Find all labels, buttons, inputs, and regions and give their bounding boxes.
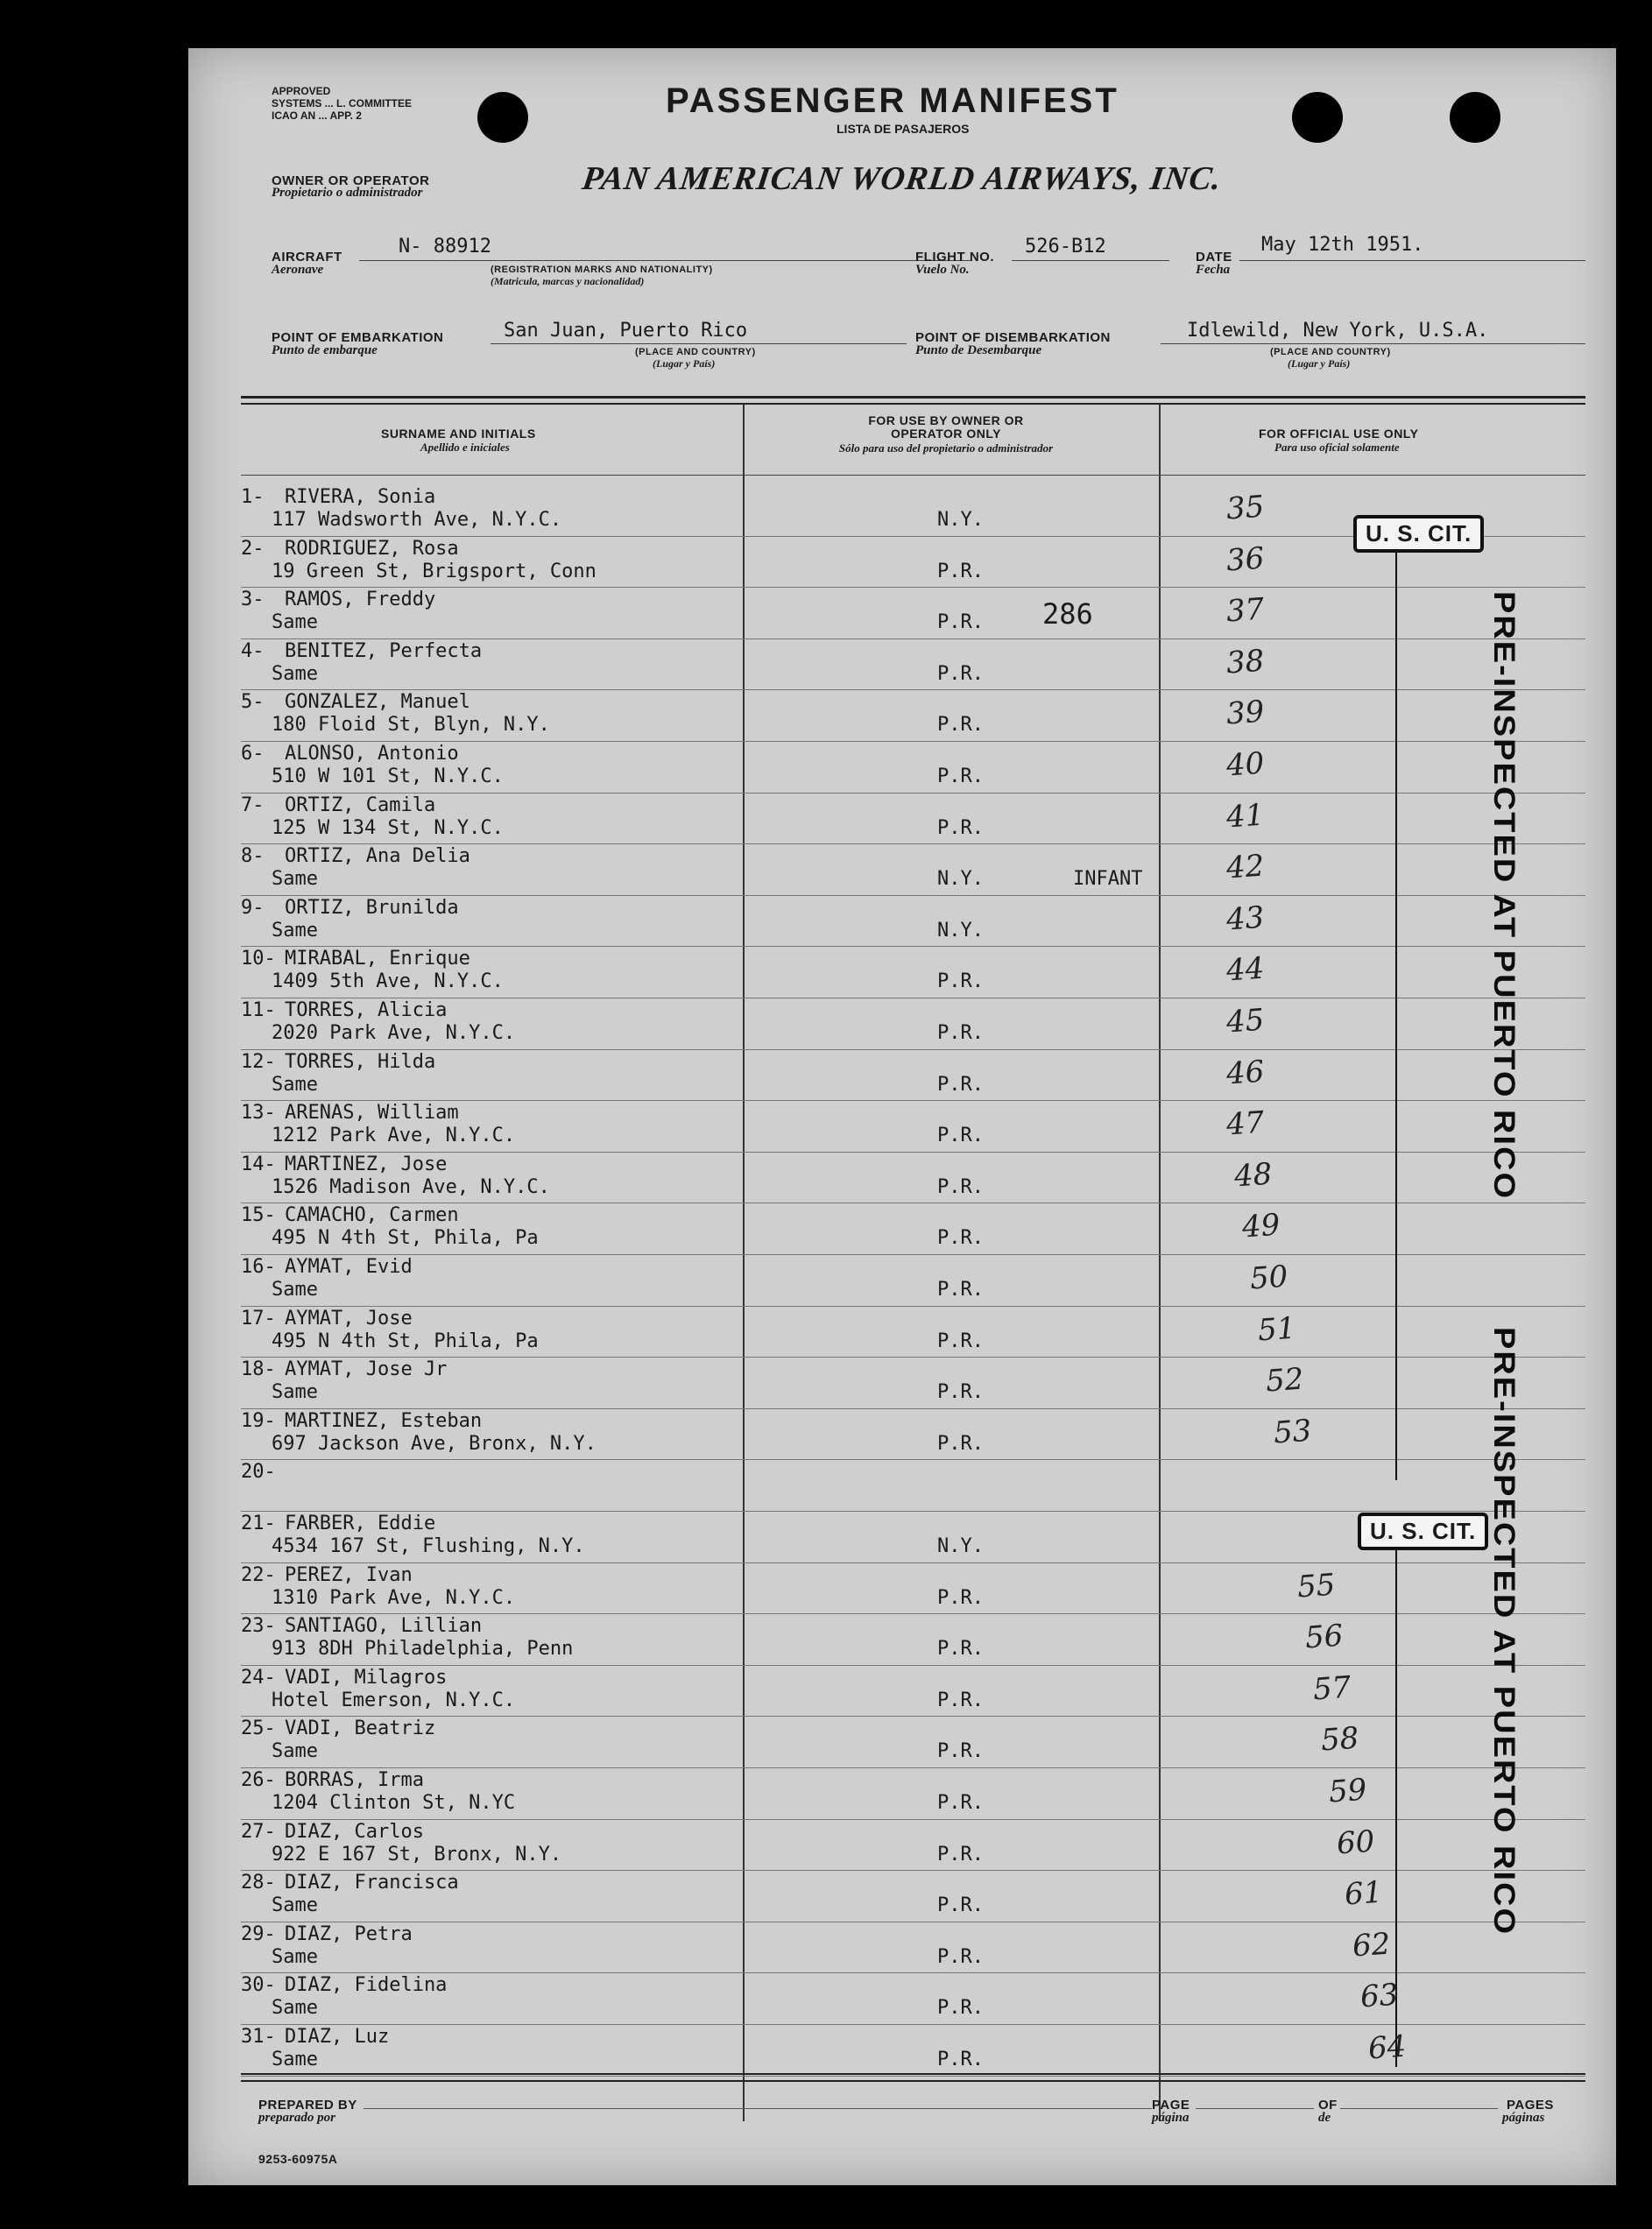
passenger-name: DIAZ, Francisca (285, 1872, 459, 1894)
passenger-address: 180 Floid St, Blyn, N.Y. (272, 714, 550, 737)
passenger-name: MIRABAL, Enrique (285, 948, 470, 970)
row-divider (241, 741, 1585, 742)
official-sequence-number: 56 (1303, 1618, 1345, 1656)
passenger-address: 510 W 101 St, N.Y.C. (272, 765, 504, 787)
official-sequence-number: 42 (1225, 848, 1266, 886)
passenger-name: GONZALEZ, Manuel (285, 691, 470, 714)
owner-label-es: Propietario o administrador (272, 186, 423, 200)
passenger-name: VADI, Beatriz (285, 1718, 436, 1740)
page-subtitle: LISTA DE PASAJEROS (837, 122, 970, 136)
passenger-number: 20- (241, 1461, 276, 1484)
column-divider (1159, 405, 1161, 2121)
official-sequence-number: 48 (1232, 1156, 1274, 1195)
embark-underline (491, 343, 907, 344)
row-divider (241, 843, 1585, 844)
passenger-address: 1212 Park Ave, N.Y.C. (272, 1125, 516, 1147)
owner-label: OWNER OR OPERATOR (272, 173, 430, 188)
pages-label: PAGES (1507, 2098, 1554, 2113)
passenger-number: 18- (241, 1358, 276, 1381)
owner-value: PAN AMERICAN WORLD AIRWAYS, INC. (580, 160, 1225, 197)
of-line (1340, 2108, 1498, 2109)
passenger-name: DIAZ, Luz (285, 2026, 390, 2048)
passenger-name: CAMACHO, Carmen (285, 1204, 459, 1227)
official-sequence-number: 45 (1225, 1002, 1266, 1040)
passenger-name: ORTIZ, Ana Delia (285, 845, 470, 868)
registration-note: (REGISTRATION MARKS AND NATIONALITY) (491, 265, 713, 275)
row-divider (241, 1306, 1585, 1307)
passenger-name: BENITEZ, Perfecta (285, 639, 483, 662)
row-divider (241, 1254, 1585, 1255)
row-divider (241, 1870, 1585, 1871)
row-divider (241, 1613, 1585, 1614)
official-sequence-number: 49 (1240, 1207, 1281, 1245)
owner-use-column-header: FOR USE BY OWNER OR OPERATOR ONLY (868, 413, 1024, 441)
passenger-origin: P.R. (937, 1638, 984, 1661)
table-bottom-rule-2 (241, 2080, 1585, 2082)
disembark-label-es: Punto de Desembarque (915, 343, 1042, 357)
passenger-origin: P.R. (937, 1432, 984, 1455)
passenger-address: Same (272, 611, 318, 634)
official-sequence-number: 62 (1351, 1926, 1392, 1964)
row-divider (241, 1562, 1585, 1563)
row-divider (241, 638, 1585, 639)
passenger-note: 286 (1042, 597, 1093, 631)
aircraft-underline (359, 260, 972, 261)
flight-underline (1012, 260, 1169, 261)
passenger-name: DIAZ, Fidelina (285, 1974, 448, 1997)
official-sequence-number: 57 (1311, 1669, 1352, 1708)
official-sequence-number: 46 (1225, 1054, 1266, 1092)
passenger-origin: P.R. (937, 1227, 984, 1250)
passenger-number: 23- (241, 1615, 276, 1638)
passenger-number: 24- (241, 1666, 276, 1689)
passenger-address: Same (272, 1740, 318, 1763)
passenger-address: 117 Wadsworth Ave, N.Y.C. (272, 509, 562, 531)
table-top-rule (241, 396, 1585, 399)
page-label-es: página (1152, 2111, 1190, 2125)
passenger-name: VADI, Milagros (285, 1666, 448, 1689)
passenger-origin: P.R. (937, 662, 984, 685)
passenger-name: RIVERA, Sonia (285, 486, 436, 508)
row-divider (241, 1767, 1585, 1768)
passenger-number: 25- (241, 1718, 276, 1740)
official-sequence-number: 53 (1272, 1413, 1313, 1451)
prepared-by-label: PREPARED BY (258, 2098, 357, 2113)
passenger-origin: N.Y. (937, 919, 984, 942)
passenger-number: 22- (241, 1563, 276, 1586)
passenger-number: 31- (241, 2026, 276, 2048)
pre-inspected-stamp: PRE-INSPECTED AT PUERTO RICO (1487, 1327, 1521, 1936)
passenger-name: AYMAT, Evid (285, 1256, 413, 1278)
row-divider (241, 1100, 1585, 1101)
flight-value: 526-B12 (1025, 236, 1106, 257)
approval-line: ICAO AN ... APP. 2 (272, 109, 362, 122)
official-sequence-number: 58 (1319, 1720, 1360, 1759)
passenger-name: RODRIGUEZ, Rosa (285, 537, 459, 560)
passenger-origin: P.R. (937, 1792, 984, 1814)
passenger-name: TORRES, Alicia (285, 999, 448, 1021)
aircraft-label-es: Aeronave (272, 263, 324, 277)
table-top-rule-2 (241, 403, 1585, 405)
approval-line: SYSTEMS ... L. COMMITTEE (272, 97, 413, 109)
owner-use-column-header-es: Sólo para uso del propietario o administrador (838, 441, 1054, 455)
passenger-origin: P.R. (937, 714, 984, 737)
passenger-number: 17- (241, 1307, 276, 1330)
pages-label-es: páginas (1502, 2111, 1545, 2125)
official-sequence-number: 36 (1225, 540, 1266, 579)
embark-label: POINT OF EMBARKATION (272, 330, 444, 345)
passenger-number: 19- (241, 1409, 276, 1432)
row-divider (241, 587, 1585, 588)
passenger-address: 1204 Clinton St, N.YC (272, 1792, 516, 1814)
passenger-name: ORTIZ, Brunilda (285, 896, 459, 919)
passenger-number: 14- (241, 1153, 276, 1175)
disembark-place-note: (PLACE AND COUNTRY) (1270, 347, 1391, 357)
column-divider (743, 405, 745, 2121)
passenger-name: MARTINEZ, Esteban (285, 1409, 483, 1432)
passenger-name: TORRES, Hilda (285, 1050, 436, 1073)
aircraft-value: N- 88912 (399, 236, 491, 257)
row-divider (241, 1511, 1585, 1512)
aircraft-label: AIRCRAFT (272, 250, 342, 265)
stamp-bracket-line (1395, 1550, 1397, 2067)
official-sequence-number: 37 (1225, 591, 1266, 630)
form-code: 9253-60975A (258, 2152, 338, 2166)
official-column-header: FOR OFFICIAL USE ONLY (1259, 427, 1419, 441)
passenger-origin: P.R. (937, 1997, 984, 2020)
manifest-page (188, 48, 1616, 2185)
passenger-number: 9- (241, 896, 265, 919)
row-divider (241, 1408, 1585, 1409)
header-rule (241, 475, 1585, 476)
passenger-number: 26- (241, 1769, 276, 1791)
passenger-number: 10- (241, 948, 276, 970)
passenger-name: DIAZ, Petra (285, 1922, 413, 1945)
passenger-number: 6- (241, 743, 265, 765)
passenger-number: 30- (241, 1974, 276, 1997)
passenger-number: 11- (241, 999, 276, 1021)
official-sequence-number: 41 (1225, 797, 1266, 836)
passenger-origin: P.R. (937, 1894, 984, 1917)
official-sequence-number: 64 (1366, 2028, 1408, 2067)
row-divider (241, 2024, 1585, 2025)
row-divider (241, 1716, 1585, 1717)
passenger-name: DIAZ, Carlos (285, 1820, 424, 1843)
passenger-address: 2020 Park Ave, N.Y.C. (272, 1022, 516, 1044)
row-divider (241, 1665, 1585, 1666)
passenger-origin: P.R. (937, 765, 984, 787)
passenger-number: 28- (241, 1872, 276, 1894)
page-title: PASSENGER MANIFEST (666, 81, 1119, 120)
passenger-number: 29- (241, 1922, 276, 1945)
passenger-number: 7- (241, 794, 265, 816)
passenger-origin: P.R. (937, 1586, 984, 1609)
disembark-underline (1161, 343, 1585, 344)
official-sequence-number: 47 (1225, 1104, 1266, 1143)
row-divider (241, 895, 1585, 896)
passenger-address: 19 Green St, Brigsport, Conn (272, 560, 597, 582)
passenger-number: 2- (241, 537, 265, 560)
passenger-name: ALONSO, Antonio (285, 743, 459, 765)
page-label: PAGE (1152, 2098, 1190, 2113)
us-citizen-stamp: U. S. CIT. (1353, 515, 1484, 553)
passenger-name: MARTINEZ, Jose (285, 1153, 448, 1175)
official-sequence-number: 39 (1225, 694, 1266, 732)
row-divider (241, 946, 1585, 947)
name-column-header: SURNAME AND INITIALS (381, 427, 536, 441)
passenger-origin: P.R. (937, 560, 984, 582)
official-sequence-number: 55 (1295, 1567, 1337, 1605)
punch-hole (1450, 92, 1500, 143)
passenger-name: FARBER, Eddie (285, 1513, 436, 1534)
row-divider (241, 689, 1585, 690)
punch-hole (1292, 92, 1343, 143)
prepared-by-label-es: preparado por (258, 2111, 335, 2125)
passenger-address: Same (272, 1945, 318, 1968)
passenger-name: AYMAT, Jose Jr (285, 1358, 448, 1381)
official-sequence-number: 43 (1225, 899, 1266, 938)
approval-line: APPROVED (272, 85, 331, 97)
passenger-origin: P.R. (937, 1330, 984, 1352)
passenger-number: 5- (241, 691, 265, 714)
passenger-name: SANTIAGO, Lillian (285, 1615, 483, 1638)
passenger-name: ARENAS, William (285, 1102, 459, 1125)
row-divider (241, 1357, 1585, 1358)
passenger-number: 13- (241, 1102, 276, 1125)
passenger-origin: P.R. (937, 1381, 984, 1404)
flight-label: FLIGHT NO. (915, 250, 994, 265)
approval-block (272, 85, 412, 122)
page-line (1196, 2108, 1314, 2109)
official-column-header-es: Para uso oficial solamente (1274, 441, 1400, 454)
embark-place-note: (PLACE AND COUNTRY) (635, 347, 756, 357)
official-sequence-number: 38 (1225, 643, 1266, 681)
passenger-number: 3- (241, 589, 265, 611)
passenger-address: 1409 5th Ave, N.Y.C. (272, 970, 504, 993)
us-citizen-stamp: U. S. CIT. (1358, 1513, 1488, 1550)
official-sequence-number: 63 (1359, 1977, 1400, 2015)
date-value: May 12th 1951. (1261, 234, 1424, 256)
row-divider (241, 1972, 1585, 1973)
passenger-number: 27- (241, 1820, 276, 1843)
official-sequence-number: 52 (1264, 1361, 1305, 1400)
stamp-bracket-line (1395, 552, 1397, 1480)
passenger-origin: P.R. (937, 1022, 984, 1044)
row-divider (241, 793, 1585, 794)
name-column-header-es: Apellido e iniciales (420, 441, 510, 454)
passenger-origin: N.Y. (937, 1535, 984, 1557)
passenger-address: Same (272, 1279, 318, 1301)
disembark-value: Idlewild, New York, U.S.A. (1187, 320, 1489, 342)
passenger-origin: P.R. (937, 970, 984, 993)
embark-place-note-es: (Lugar y País) (653, 357, 716, 370)
passenger-origin: P.R. (937, 1945, 984, 1968)
passenger-address: 4534 167 St, Flushing, N.Y. (272, 1535, 585, 1557)
pre-inspected-stamp: PRE-INSPECTED AT PUERTO RICO (1487, 591, 1521, 1201)
passenger-number: 1- (241, 486, 265, 508)
row-divider (241, 1459, 1585, 1460)
passenger-address: Same (272, 1894, 318, 1917)
passenger-address: Same (272, 919, 318, 942)
passenger-origin: P.R. (937, 1740, 984, 1763)
passenger-address: 1526 Madison Ave, N.Y.C. (272, 1175, 550, 1198)
passenger-number: 8- (241, 845, 265, 868)
passenger-number: 12- (241, 1050, 276, 1073)
passenger-address: 495 N 4th St, Phila, Pa (272, 1227, 539, 1250)
passenger-origin: P.R. (937, 1125, 984, 1147)
row-divider (241, 1049, 1585, 1050)
row-divider (241, 2076, 1585, 2077)
passenger-origin: P.R. (937, 1689, 984, 1711)
flight-label-es: Vuelo No. (915, 263, 970, 277)
row-divider (241, 1819, 1585, 1820)
passenger-origin: P.R. (937, 816, 984, 839)
official-sequence-number: 51 (1256, 1310, 1297, 1349)
official-sequence-number: 59 (1327, 1772, 1368, 1810)
passenger-number: 21- (241, 1513, 276, 1534)
passenger-name: PEREZ, Ivan (285, 1563, 413, 1586)
passenger-address: 495 N 4th St, Phila, Pa (272, 1330, 539, 1352)
passenger-address: 1310 Park Ave, N.Y.C. (272, 1586, 516, 1609)
passenger-origin: N.Y. (937, 509, 984, 531)
of-label-es: de (1318, 2111, 1331, 2125)
passenger-number: 4- (241, 639, 265, 662)
official-sequence-number: 60 (1335, 1823, 1376, 1862)
official-sequence-number: 44 (1225, 950, 1266, 989)
row-divider (241, 1152, 1585, 1153)
passenger-origin: P.R. (937, 1843, 984, 1866)
registration-note-es: (Matricula, marcas y nacionalidad) (491, 275, 645, 287)
passenger-note: INFANT (1073, 868, 1143, 891)
of-label: OF (1318, 2098, 1338, 2113)
passenger-origin: N.Y. (937, 868, 984, 891)
official-sequence-number: 35 (1225, 489, 1266, 527)
date-label: DATE (1196, 250, 1232, 265)
passenger-address: 913 8DH Philadelphia, Penn (272, 1638, 574, 1661)
passenger-address: 697 Jackson Ave, Bronx, N.Y. (272, 1432, 597, 1455)
date-label-es: Fecha (1196, 263, 1231, 277)
passenger-origin: P.R. (937, 1279, 984, 1301)
passenger-origin: P.R. (937, 2049, 984, 2070)
passenger-origin: P.R. (937, 1073, 984, 1096)
passenger-name: AYMAT, Jose (285, 1307, 413, 1330)
passenger-name: ORTIZ, Camila (285, 794, 436, 816)
passenger-name: RAMOS, Freddy (285, 589, 436, 611)
passenger-address: Same (272, 2049, 318, 2070)
passenger-origin: P.R. (937, 1175, 984, 1198)
passenger-number: 16- (241, 1256, 276, 1278)
passenger-address: Same (272, 1997, 318, 2020)
official-sequence-number: 40 (1225, 745, 1266, 784)
punch-hole (477, 92, 528, 143)
passenger-name: BORRAS, Irma (285, 1769, 424, 1791)
passenger-address: Same (272, 868, 318, 891)
passenger-origin: P.R. (937, 611, 984, 634)
passenger-address: Same (272, 1381, 318, 1404)
official-sequence-number: 61 (1343, 1874, 1384, 1913)
embark-label-es: Punto de embarque (272, 343, 378, 357)
disembark-label: POINT OF DISEMBARKATION (915, 330, 1111, 345)
passenger-address: Same (272, 1073, 318, 1096)
passenger-address: Same (272, 662, 318, 685)
passenger-address: Hotel Emerson, N.Y.C. (272, 1689, 516, 1711)
date-underline (1239, 260, 1585, 261)
embark-value: San Juan, Puerto Rico (504, 320, 748, 342)
official-sequence-number: 50 (1248, 1259, 1289, 1297)
prepared-by-line (364, 2108, 1152, 2109)
disembark-place-note-es: (Lugar y País) (1288, 357, 1351, 370)
passenger-number: 15- (241, 1204, 276, 1227)
passenger-address: 922 E 167 St, Bronx, N.Y. (272, 1843, 562, 1866)
passenger-address: 125 W 134 St, N.Y.C. (272, 816, 504, 839)
